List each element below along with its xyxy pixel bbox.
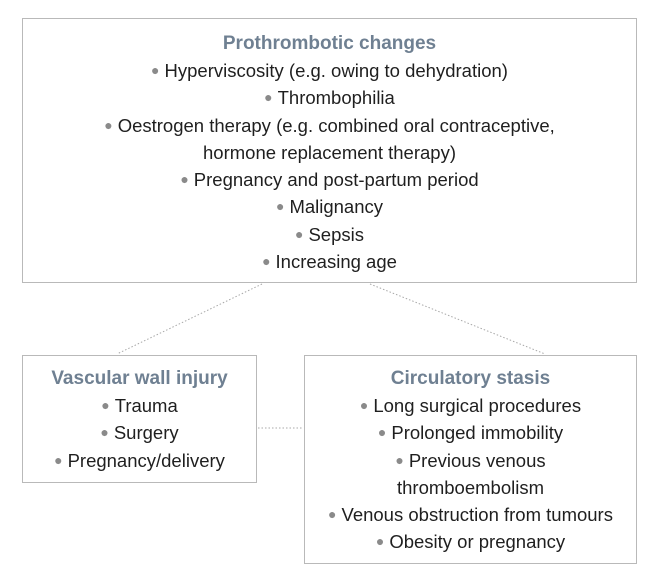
list-item-continuation: thromboembolism bbox=[396, 476, 545, 498]
list-item: ● Pregnancy and post-partum period bbox=[180, 169, 479, 191]
bullet-icon: ● bbox=[275, 198, 285, 215]
bullet-icon: ● bbox=[264, 89, 273, 106]
list-item: ● Surgery bbox=[100, 422, 179, 444]
bullet-icon: ● bbox=[151, 62, 160, 78]
list-item: ● Trauma bbox=[101, 395, 178, 416]
vascular-wall-injury-box bbox=[22, 355, 257, 483]
list-item: ● Hyperviscosity (e.g. owing to dehydration) bbox=[151, 60, 508, 81]
connector-top-right bbox=[370, 284, 545, 354]
bullet-icon: ● bbox=[295, 225, 304, 242]
list-item: ● Prolonged immobility bbox=[377, 422, 564, 444]
list-item: ● Venous obstruction from tumours bbox=[328, 504, 613, 526]
bullet-icon: ● bbox=[359, 397, 369, 413]
bullet-icon: ● bbox=[395, 451, 404, 468]
circulatory-stasis-box bbox=[304, 355, 637, 564]
list-item: ● Increasing age bbox=[262, 251, 397, 273]
bullet-icon: ● bbox=[377, 424, 387, 441]
bullet-icon: ● bbox=[104, 116, 113, 133]
list-item: ● Oestrogen therapy (e.g. combined oral contraceptive, bbox=[104, 114, 555, 136]
list-item: ● Previous venous bbox=[395, 449, 546, 471]
bullet-icon: ● bbox=[54, 451, 63, 468]
bullet-icon: ● bbox=[100, 424, 109, 441]
bullet-icon: ● bbox=[328, 506, 337, 523]
bullet-icon: ● bbox=[101, 397, 110, 413]
list-item: ● Thrombophilia bbox=[264, 87, 395, 109]
circulatory-stasis-title: Circulatory stasis bbox=[390, 368, 551, 389]
bullet-icon: ● bbox=[180, 171, 189, 188]
list-item-continuation: hormone replacement therapy) bbox=[203, 141, 456, 163]
list-item: ● Obesity or pregnancy bbox=[375, 531, 566, 553]
list-item: ● Malignancy bbox=[275, 196, 384, 218]
vascular-wall-injury-title: Vascular wall injury bbox=[51, 368, 228, 389]
bullet-icon: ● bbox=[375, 533, 385, 550]
list-item: ● Pregnancy/delivery bbox=[54, 449, 225, 471]
connector-top-left bbox=[117, 284, 262, 354]
list-item: ● Sepsis bbox=[295, 223, 364, 245]
list-item: ● Long surgical procedures bbox=[359, 395, 582, 416]
bullet-icon: ● bbox=[262, 253, 271, 270]
prothrombotic-changes-box bbox=[22, 18, 637, 283]
prothrombotic-changes-title: Prothrombotic changes bbox=[222, 33, 437, 54]
